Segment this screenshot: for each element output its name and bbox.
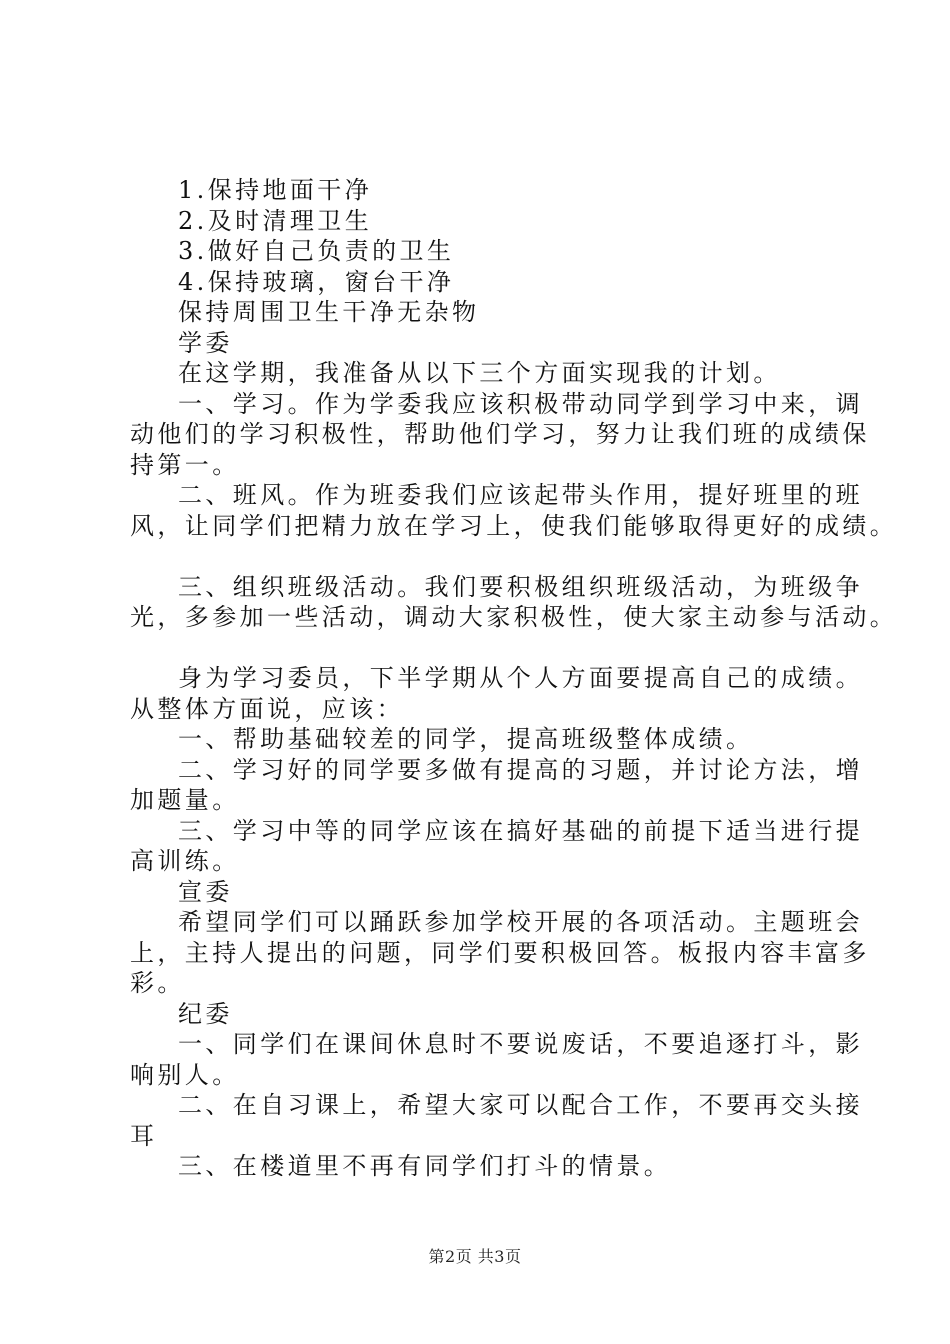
paragraph-line: 三、在楼道里不再有同学们打斗的情景。 <box>178 1152 672 1180</box>
paragraph-line: 响别人。 <box>130 1060 240 1089</box>
paragraph-line: 上，主持人提出的问题，同学们要积极回答。板报内容丰富多 <box>130 938 870 967</box>
section-heading: 学委 <box>178 328 233 357</box>
section-heading: 宣委 <box>178 877 233 906</box>
paragraph-line: 风，让同学们把精力放在学习上，使我们能够取得更好的成绩。 <box>130 511 898 540</box>
paragraph-line: 加题量。 <box>130 786 240 814</box>
paragraph-line: 希望同学们可以踊跃参加学校开展的各项活动。主题班会 <box>178 908 863 936</box>
paragraph-line: 身为学习委员，下半学期从个人方面要提高自己的成绩。 <box>178 664 863 692</box>
paragraph-line: 二、学习好的同学要多做有提高的习题，并讨论方法，增 <box>178 755 863 784</box>
text-line: 保持周围卫生干净无杂物 <box>178 298 480 326</box>
paragraph-line: 三、组织班级活动。我们要积极组织班级活动，为班级争 <box>178 572 863 601</box>
paragraph-line: 彩。 <box>130 969 185 997</box>
section-heading: 纪委 <box>178 999 233 1028</box>
paragraph-line: 一、同学们在课间休息时不要说废话，不要追逐打斗，影 <box>178 1030 863 1058</box>
paragraph-line: 一、学习。作为学委我应该积极带动同学到学习中来，调 <box>178 389 863 418</box>
paragraph-line: 一、帮助基础较差的同学，提高班级整体成绩。 <box>178 725 754 753</box>
text-line: 在这学期，我准备从以下三个方面实现我的计划。 <box>178 359 781 387</box>
list-item: 1.保持地面干净 <box>178 176 373 204</box>
paragraph-line: 动他们的学习积极性，帮助他们学习，努力让我们班的成绩保 <box>130 420 870 448</box>
list-item: 2.及时清理卫生 <box>178 206 373 235</box>
blank-line <box>130 633 850 664</box>
paragraph-line: 二、班风。作为班委我们应该起带头作用，提好班里的班 <box>178 481 863 509</box>
paragraph-line: 高训练。 <box>130 847 240 875</box>
document-body <box>130 175 898 1182</box>
blank-line <box>130 541 850 572</box>
paragraph-line: 二、在自习课上，希望大家可以配合工作，不要再交头接 <box>178 1091 863 1119</box>
list-item: 4.保持玻璃，窗台干净 <box>178 267 455 296</box>
list-item: 3.做好自己负责的卫生 <box>178 237 455 265</box>
paragraph-line: 耳 <box>130 1121 158 1150</box>
paragraph-line: 光，多参加一些活动，调动大家积极性，使大家主动参与活动。 <box>130 603 898 631</box>
paragraph-line: 从整体方面说，应该： <box>130 694 404 723</box>
paragraph-line: 三、学习中等的同学应该在搞好基础的前提下适当进行提 <box>178 816 863 845</box>
paragraph-line: 持第一。 <box>130 450 240 479</box>
page-footer: 第2页 共3页 <box>428 1247 522 1266</box>
